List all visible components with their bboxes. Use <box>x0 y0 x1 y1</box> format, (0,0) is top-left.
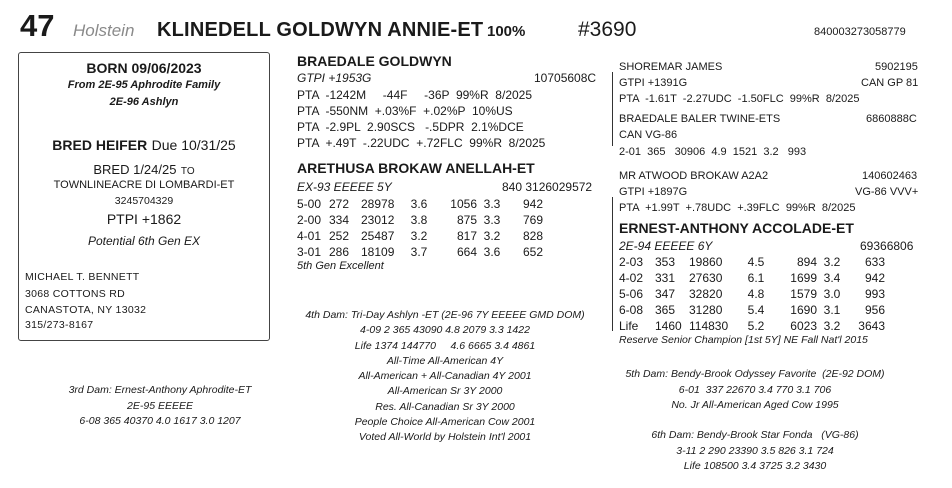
potential-note: Potential 6th Gen EX <box>87 234 201 248</box>
record-cell: 769 <box>522 213 543 227</box>
tag-number: #3690 <box>578 18 637 41</box>
record-row <box>619 254 885 270</box>
record-cell: 4-01 <box>297 229 322 243</box>
sire-gtpi: GTPI +1953G <box>297 71 372 85</box>
to-label: TO <box>180 166 195 177</box>
third-dam-line: 2E-95 EEEEE <box>127 399 193 412</box>
fourth-dam-line: Life 1374 144770 4.6 6665 3.4 4861 <box>354 339 536 352</box>
sire-sire-reg: 5902195 <box>875 61 918 73</box>
sire-sire-score: CAN GP 81 <box>861 77 919 89</box>
record-cell: 3.4 <box>823 271 841 285</box>
dam-note: 2E-96 Ashlyn <box>109 96 179 108</box>
record-cell: 875 <box>456 213 477 227</box>
fifth-dam-line: 6-01 337 22670 3.4 770 3.1 706 <box>678 383 832 396</box>
record-cell: 3.3 <box>483 213 501 227</box>
fifth-dam-line: No. Jr All-American Aged Cow 1995 <box>671 399 839 411</box>
record-cell: 23012 <box>361 213 395 227</box>
dam-note: 5th Gen Excellent <box>297 260 384 272</box>
record-cell: 3.2 <box>483 229 501 243</box>
record-cell: 817 <box>456 229 477 243</box>
record-cell: 894 <box>796 255 817 269</box>
record-cell: 828 <box>522 229 543 243</box>
record-cell: 1699 <box>790 271 817 285</box>
record-cell: 3.2 <box>410 229 428 243</box>
dam-reg: 840 3126029572 <box>502 180 593 194</box>
service-sire-reg: 3245704329 <box>114 195 174 207</box>
record-cell: 4-02 <box>619 271 644 285</box>
sire-sire-name: SHOREMAR JAMES <box>619 61 723 73</box>
born-date: BORN 09/06/2023 <box>86 60 202 76</box>
third-dam-line: 6-08 365 40370 4.0 1617 3.0 1207 <box>79 415 241 427</box>
record-cell: 942 <box>522 197 543 211</box>
record-cell: 633 <box>864 255 885 269</box>
sire-dam-name: BRAEDALE BALER TWINE-ETS <box>619 113 781 125</box>
fourth-dam-line: All-American + All-Canadian 4Y 2001 <box>358 370 532 383</box>
sire-reg: 10705608C <box>534 71 597 85</box>
fourth-dam-line: Voted All-World by Holstein Int'l 2001 <box>358 431 532 444</box>
owner-city: CANASTOTA, NY 13032 <box>25 304 147 316</box>
sire-dam-score: CAN VG-86 <box>619 129 678 141</box>
record-cell: 5.4 <box>747 303 765 317</box>
sixth-dam-line: 6th Dam: Bendy-Brook Star Fonda (VG-86) <box>651 429 859 441</box>
record-cell: 31280 <box>689 303 723 317</box>
sixth-dam-line: Life 108500 3.4 3725 3.2 3430 <box>683 460 827 472</box>
sixth-dam-block <box>620 428 890 475</box>
record-cell: 956 <box>864 303 885 317</box>
sire-sire-gtpi: GTPI +1391G <box>619 77 688 89</box>
dam-name: ARETHUSA BROKAW ANELLAH-ET <box>297 160 535 176</box>
record-cell: 114830 <box>689 319 729 333</box>
record-cell: 3.2 <box>823 255 841 269</box>
record-cell: 942 <box>864 271 885 285</box>
record-cell: 32820 <box>689 287 723 301</box>
sire-dam-reg: 6860888C <box>866 113 917 125</box>
record-cell: 4.5 <box>747 255 765 269</box>
dam-sire-score: VG-86 VVV+ <box>855 186 919 198</box>
dam-dam-name: ERNEST-ANTHONY ACCOLADE-ET <box>619 220 854 236</box>
record-cell: 365 <box>655 303 676 317</box>
percent-label: 100% <box>487 23 526 40</box>
record-cell: 1690 <box>790 303 817 317</box>
fifth-dam-block <box>610 367 900 414</box>
record-cell: 252 <box>329 229 350 243</box>
dam-sire-name: MR ATWOOD BROKAW A2A2 <box>619 170 769 182</box>
fourth-dam-line: All-American Sr 3Y 2000 <box>387 385 503 398</box>
owner-name: MICHAEL T. BENNETT <box>25 271 140 283</box>
service-sire: TOWNLINEACRE DI LOMBARDI-ET <box>53 179 235 191</box>
record-cell: 3.6 <box>483 245 501 259</box>
sire-pta-line: PTA -2.9PL 2.90SCS -.5DPR 2.1%DCE <box>297 120 524 134</box>
record-cell: 3.8 <box>410 213 428 227</box>
dam-dam-reg: 69366806 <box>860 239 914 253</box>
record-cell: 18109 <box>361 245 395 259</box>
due-date: Due 10/31/25 <box>151 137 236 153</box>
record-cell: 25487 <box>361 229 395 243</box>
bred-heifer-line <box>18 137 270 155</box>
record-cell: 6.1 <box>747 271 765 285</box>
record-cell: 6023 <box>790 319 817 333</box>
fourth-dam-block <box>290 308 600 446</box>
record-cell: 3-01 <box>297 245 322 259</box>
animal-name: KLINEDELL GOLDWYN ANNIE-ET <box>157 19 484 41</box>
dam-sire-gtpi: GTPI +1897G <box>619 186 688 198</box>
record-cell: 3.6 <box>410 197 428 211</box>
record-cell: 3.0 <box>823 287 841 301</box>
record-row <box>619 270 885 286</box>
dam-sire-reg: 140602463 <box>862 170 918 182</box>
registration-number: 840003273058779 <box>814 26 906 38</box>
record-row <box>619 318 885 334</box>
sire-pta-line: PTA -1242M -44F -36P 99%R 8/2025 <box>297 88 533 102</box>
record-cell: 2-00 <box>297 213 322 227</box>
dam-classification: EX-93 EEEEE 5Y <box>297 180 392 194</box>
dam-dam-records <box>619 254 885 334</box>
record-cell: 3.2 <box>823 319 841 333</box>
dam-dam-note: Reserve Senior Champion [1st 5Y] NE Fall Nat'l 2015 <box>619 334 868 346</box>
record-cell: 3.3 <box>483 197 501 211</box>
fourth-dam-line: 4th Dam: Tri-Day Ashlyn -ET (2E-96 7Y EEEEE GMD DOM) <box>305 309 585 321</box>
third-dam-block <box>40 383 280 430</box>
dam-dam-classification: 2E-94 EEEEE 6Y <box>619 239 713 253</box>
record-row <box>297 196 543 212</box>
fourth-dam-line: Res. All-Canadian Sr 3Y 2000 <box>375 400 515 413</box>
record-cell: 272 <box>329 197 350 211</box>
record-cell: 5-00 <box>297 197 322 211</box>
sire-pta-line: PTA -550NM +.03%F +.02%P 10%US <box>297 104 513 118</box>
record-row <box>619 302 885 318</box>
breed-label: Holstein <box>73 21 135 40</box>
record-cell: Life <box>619 319 639 333</box>
record-cell: 19860 <box>689 255 723 269</box>
lot-number: 47 <box>20 8 55 43</box>
sire-sire-pta: PTA -1.61T -2.27UDC -1.50FLC 99%R 8/2025 <box>619 93 860 105</box>
sire-name: BRAEDALE GOLDWYN <box>297 53 452 69</box>
bred-heifer-label: BRED HEIFER <box>52 137 148 153</box>
record-row <box>297 228 543 244</box>
divider <box>612 256 613 331</box>
record-cell: 331 <box>655 271 676 285</box>
family-line: From 2E-95 Aphrodite Family <box>67 79 221 91</box>
record-row <box>297 212 543 228</box>
fourth-dam-line: All-Time All-American 4Y <box>386 354 504 367</box>
bred-date-line <box>18 161 270 179</box>
record-cell: 334 <box>329 213 350 227</box>
record-cell: 3643 <box>858 319 885 333</box>
record-cell: 2-03 <box>619 255 644 269</box>
record-cell: 652 <box>522 245 543 259</box>
dam-records <box>297 196 543 260</box>
sixth-dam-line: 3-11 2 290 23390 3.5 826 3.1 724 <box>676 444 834 457</box>
record-cell: 664 <box>456 245 477 259</box>
ptpi-value: PTPI +1862 <box>106 211 182 227</box>
sire-pta-line: PTA +.49T -.22UDC +.72FLC 99%R 8/2025 <box>297 136 546 150</box>
divider <box>612 72 613 146</box>
record-row <box>297 244 543 260</box>
fourth-dam-line: 4-09 2 365 43090 4.8 2079 3.3 1422 <box>360 324 530 337</box>
owner-street: 3068 COTTONS RD <box>25 288 125 300</box>
record-cell: 993 <box>864 287 885 301</box>
record-cell: 3.7 <box>410 245 428 259</box>
fourth-dam-line: People Choice All-American Cow 2001 <box>354 416 536 429</box>
bred-date: BRED 1/24/25 <box>93 162 177 177</box>
record-cell: 5.2 <box>747 319 765 333</box>
record-cell: 27630 <box>689 271 723 285</box>
record-cell: 28978 <box>361 197 395 211</box>
record-row <box>619 286 885 302</box>
record-cell: 6-08 <box>619 303 644 317</box>
owner-phone: 315/273-8167 <box>25 319 94 331</box>
divider <box>612 197 613 262</box>
third-dam-line: 3rd Dam: Ernest-Anthony Aphrodite-ET <box>68 384 252 396</box>
record-cell: 1579 <box>790 287 817 301</box>
record-cell: 3.1 <box>823 303 841 317</box>
record-cell: 1460 <box>655 319 682 333</box>
record-cell: 347 <box>655 287 676 301</box>
dam-sire-pta: PTA +1.99T +.78UDC +.39FLC 99%R 8/2025 <box>619 202 856 214</box>
fifth-dam-line: 5th Dam: Bendy-Brook Odyssey Favorite (2E-92 DOM) <box>625 368 885 380</box>
record-cell: 1056 <box>450 197 477 211</box>
record-cell: 4.8 <box>747 287 765 301</box>
record-cell: 5-06 <box>619 287 644 301</box>
record-cell: 353 <box>655 255 676 269</box>
record-cell: 286 <box>329 245 350 259</box>
sire-dam-record: 2-01 365 30906 4.9 1521 3.2 993 <box>619 146 807 158</box>
